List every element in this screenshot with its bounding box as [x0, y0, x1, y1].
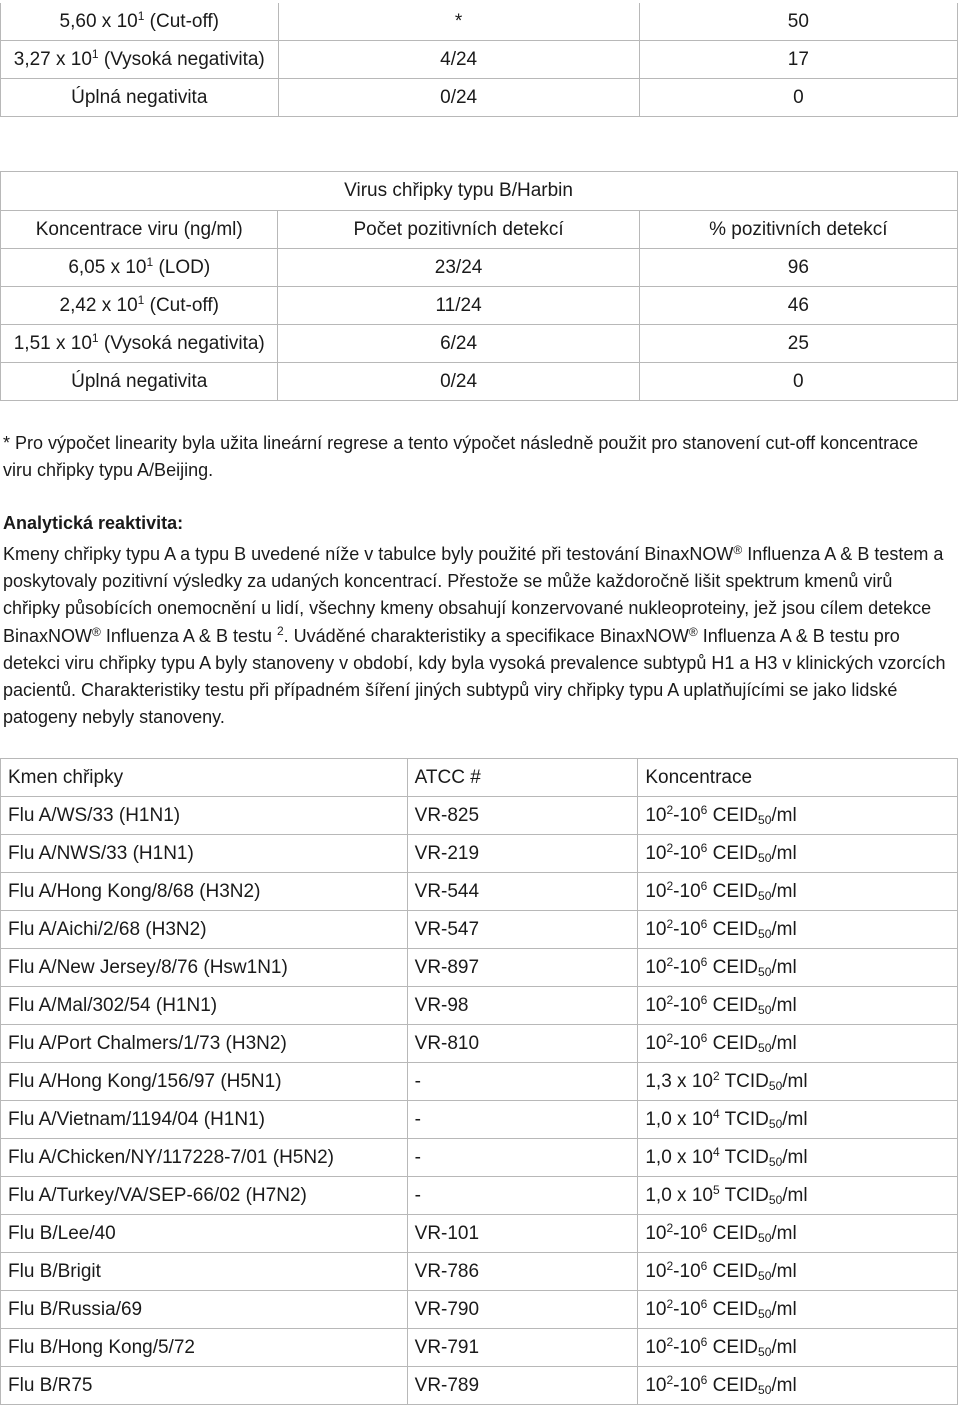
unit-subscript: 50 — [758, 964, 772, 979]
concentration-cell — [638, 1139, 958, 1177]
exponent: 2 — [666, 1296, 674, 1311]
detections-cell: 23/24 — [278, 249, 639, 287]
body-text: Influenza A & B testu — [100, 625, 277, 646]
concentration-base: 10 — [645, 1336, 667, 1358]
concentration-base: 10 — [645, 1032, 667, 1054]
exponent: 1 — [137, 8, 145, 23]
concentration-cell — [638, 949, 958, 987]
concentration-unit: TCID — [719, 1070, 769, 1092]
concentration-base: 1,0 x 10 — [645, 1108, 713, 1130]
unit-suffix: /ml — [771, 880, 797, 902]
header-strain: Kmen chřipky — [1, 759, 408, 797]
unit-suffix: /ml — [771, 1260, 797, 1282]
concentration-base: 10 — [645, 842, 667, 864]
unit-subscript: 50 — [758, 850, 772, 865]
atcc-cell: VR-786 — [407, 1253, 638, 1291]
atcc-cell: VR-544 — [407, 873, 638, 911]
exponent: 6 — [700, 1030, 708, 1045]
detections-cell: * — [278, 3, 639, 41]
unit-suffix: /ml — [771, 994, 797, 1016]
unit-subscript: 50 — [758, 1230, 772, 1245]
concentration-base: 10 — [645, 994, 667, 1016]
concentration-base: 10 — [645, 956, 667, 978]
concentration-cell — [1, 3, 279, 41]
unit-suffix: /ml — [771, 804, 797, 826]
exponent: 2 — [666, 1220, 674, 1235]
unit-suffix: /ml — [771, 1336, 797, 1358]
detections-cell: 0/24 — [278, 79, 639, 117]
percent-cell: 46 — [639, 287, 957, 325]
concentration-unit: CEID — [707, 1298, 759, 1320]
concentration-label: (Vysoká negativita) — [98, 48, 265, 70]
percent-cell: 17 — [639, 41, 957, 79]
concentration-cell — [638, 1367, 958, 1405]
atcc-cell: VR-101 — [407, 1215, 638, 1253]
unit-suffix: /ml — [771, 842, 797, 864]
unit-subscript: 50 — [758, 926, 772, 941]
unit-suffix: /ml — [782, 1184, 808, 1206]
concentration-range: -10 — [673, 1374, 701, 1396]
percent-cell: 50 — [639, 3, 957, 41]
strain-cell: Flu B/R75 — [1, 1367, 408, 1405]
detections-cell: 6/24 — [278, 325, 639, 363]
table-row — [1, 1101, 958, 1139]
percent-cell: 0 — [639, 363, 957, 401]
strain-cell: Flu A/Vietnam/1194/04 (H1N1) — [1, 1101, 408, 1139]
atcc-cell: VR-98 — [407, 987, 638, 1025]
unit-subscript: 50 — [758, 1382, 772, 1397]
table-row — [1, 363, 958, 401]
unit-subscript: 50 — [768, 1116, 783, 1131]
concentration-cell — [1, 79, 279, 117]
atcc-cell: - — [407, 1063, 638, 1101]
concentration-label: (Cut-off) — [144, 294, 219, 316]
concentration-cell — [1, 363, 278, 401]
concentration-cell — [638, 1291, 958, 1329]
table-row — [1, 287, 958, 325]
concentration-unit: CEID — [707, 804, 759, 826]
unit-subscript: 50 — [768, 1154, 783, 1169]
concentration-base: 10 — [645, 880, 667, 902]
concentration-range: -10 — [673, 1298, 701, 1320]
header-detections: Počet pozitivních detekcí — [278, 211, 639, 249]
harbin-results-table — [0, 171, 958, 401]
exponent: 2 — [666, 954, 674, 969]
concentration-cell — [1, 249, 278, 287]
strain-cell: Flu A/Hong Kong/8/68 (H3N2) — [1, 873, 408, 911]
table-row — [1, 1367, 958, 1405]
concentration-cell — [1, 287, 278, 325]
exponent: 2 — [666, 1258, 674, 1273]
table-row — [1, 911, 958, 949]
exponent: 1 — [91, 330, 99, 345]
exponent: 2 — [666, 878, 674, 893]
detections-cell: 11/24 — [278, 287, 639, 325]
atcc-cell: VR-791 — [407, 1329, 638, 1367]
concentration-base: 1,3 x 10 — [645, 1070, 713, 1092]
concentration-base: 1,0 x 10 — [645, 1146, 713, 1168]
table-row — [1, 325, 958, 363]
table-row — [1, 1253, 958, 1291]
exponent: 2 — [666, 1372, 674, 1387]
exponent: 1 — [146, 254, 154, 269]
unit-suffix: /ml — [782, 1108, 808, 1130]
concentration-unit: TCID — [719, 1108, 769, 1130]
reference-number: 2 — [276, 623, 284, 638]
concentration-unit: CEID — [707, 1336, 759, 1358]
concentration-cell — [1, 41, 279, 79]
unit-suffix: /ml — [782, 1146, 808, 1168]
concentration-range: -10 — [673, 918, 701, 940]
concentration-value: Úplná negativita — [71, 370, 208, 392]
concentration-cell — [638, 835, 958, 873]
registered-mark: ® — [733, 543, 743, 557]
percent-cell: 25 — [639, 325, 957, 363]
table-row — [1, 1025, 958, 1063]
registered-mark: ® — [688, 624, 698, 639]
atcc-cell: VR-219 — [407, 835, 638, 873]
table-row — [1, 79, 958, 117]
concentration-value: 1,51 x 10 — [13, 332, 92, 354]
concentration-value: 5,60 x 10 — [59, 10, 138, 32]
strain-table-body — [1, 797, 958, 1405]
unit-suffix: /ml — [782, 1070, 808, 1092]
unit-suffix: /ml — [771, 1374, 797, 1396]
table-title: Virus chřipky typu B/Harbin — [278, 172, 639, 211]
exponent: 2 — [666, 802, 674, 817]
exponent: 6 — [700, 916, 708, 931]
concentration-cell — [638, 1177, 958, 1215]
exponent: 6 — [700, 1372, 708, 1387]
table-header-row — [1, 211, 958, 249]
unit-subscript: 50 — [768, 1078, 783, 1093]
unit-subscript: 50 — [758, 1306, 772, 1321]
exponent: 6 — [700, 1220, 708, 1235]
concentration-range: -10 — [673, 1032, 701, 1054]
unit-suffix: /ml — [771, 918, 797, 940]
results-table-body — [1, 3, 958, 117]
concentration-unit: TCID — [719, 1146, 769, 1168]
exponent: 2 — [666, 1334, 674, 1349]
concentration-base: 10 — [645, 804, 667, 826]
concentration-unit: TCID — [719, 1184, 769, 1206]
concentration-cell — [638, 1215, 958, 1253]
exponent: 6 — [700, 1296, 708, 1311]
unit-subscript: 50 — [758, 888, 772, 903]
exponent: 6 — [700, 954, 708, 969]
strain-cell: Flu A/Chicken/NY/117228-7/01 (H5N2) — [1, 1139, 408, 1177]
concentration-cell — [638, 911, 958, 949]
concentration-range: -10 — [673, 1222, 701, 1244]
exponent: 6 — [700, 840, 708, 855]
exponent: 6 — [700, 878, 708, 893]
exponent: 4 — [712, 1144, 720, 1159]
table-row — [1, 797, 958, 835]
table-header-row — [1, 759, 958, 797]
atcc-cell: - — [407, 1101, 638, 1139]
detections-cell: 4/24 — [278, 41, 639, 79]
strain-cell: Flu A/Port Chalmers/1/73 (H3N2) — [1, 1025, 408, 1063]
exponent: 5 — [712, 1182, 720, 1197]
concentration-unit: CEID — [707, 918, 759, 940]
concentration-base: 1,0 x 10 — [645, 1184, 713, 1206]
concentration-unit: CEID — [707, 956, 759, 978]
exponent: 2 — [666, 992, 674, 1007]
concentration-range: -10 — [673, 1260, 701, 1282]
concentration-cell — [638, 873, 958, 911]
table-row — [1, 41, 958, 79]
body-text: . Uváděné charakteristiky a specifikace BinaxNOW — [283, 625, 689, 646]
concentration-range: -10 — [673, 994, 701, 1016]
table-row — [1, 1329, 958, 1367]
concentration-label: (Vysoká negativita) — [98, 332, 265, 354]
concentration-range: -10 — [673, 880, 701, 902]
unit-suffix: /ml — [771, 1298, 797, 1320]
header-atcc: ATCC # — [407, 759, 638, 797]
table-row — [1, 3, 958, 41]
concentration-base: 10 — [645, 1222, 667, 1244]
body-text: Influenza A & B testu pro detekci viru chřipky typu A byly stanoveny v období, kdy byla vysoká prevalence subtypů H1 a H3 v klinických vzorcích pacientů. Charakteristiky testu při případném šíření jiných subtypů viry chřipky typu A uplatňujícími se jako lidské patogeny nebyly stanoveny. — [3, 625, 946, 728]
header-concentration: Koncentrace — [638, 759, 958, 797]
concentration-unit: CEID — [707, 1032, 759, 1054]
concentration-range: -10 — [673, 804, 701, 826]
concentration-unit: CEID — [707, 1374, 759, 1396]
concentration-unit: CEID — [707, 1260, 759, 1282]
table-title-row — [1, 172, 958, 211]
exponent: 2 — [712, 1068, 720, 1083]
results-table-continued — [0, 3, 958, 117]
table-row — [1, 1063, 958, 1101]
percent-cell: 0 — [639, 79, 957, 117]
atcc-cell: VR-810 — [407, 1025, 638, 1063]
concentration-range: -10 — [673, 1336, 701, 1358]
concentration-cell — [638, 1025, 958, 1063]
strain-cell: Flu A/Mal/302/54 (H1N1) — [1, 987, 408, 1025]
concentration-cell — [638, 797, 958, 835]
table-row — [1, 249, 958, 287]
concentration-base: 10 — [645, 1298, 667, 1320]
concentration-label: (Cut-off) — [144, 10, 219, 32]
header-percent: % pozitivních detekcí — [639, 211, 957, 249]
table-row — [1, 835, 958, 873]
empty-cell — [639, 172, 957, 211]
concentration-range: -10 — [673, 842, 701, 864]
percent-cell: 96 — [639, 249, 957, 287]
exponent: 2 — [666, 916, 674, 931]
unit-subscript: 50 — [758, 1002, 772, 1017]
unit-subscript: 50 — [758, 1268, 772, 1283]
concentration-base: 10 — [645, 918, 667, 940]
body-text: Kmeny chřipky typu A a typu B uvedené níže v tabulce byly použité při testování BinaxNOW — [3, 544, 734, 564]
table-row — [1, 949, 958, 987]
exponent: 1 — [137, 292, 145, 307]
concentration-value: 2,42 x 10 — [59, 294, 138, 316]
strain-cell: Flu B/Brigit — [1, 1253, 408, 1291]
table-row — [1, 987, 958, 1025]
atcc-cell: - — [407, 1139, 638, 1177]
atcc-cell: VR-547 — [407, 911, 638, 949]
exponent: 6 — [700, 1334, 708, 1349]
detections-cell: 0/24 — [278, 363, 639, 401]
strain-cell: Flu A/WS/33 (H1N1) — [1, 797, 408, 835]
concentration-unit: CEID — [707, 994, 759, 1016]
atcc-cell: VR-789 — [407, 1367, 638, 1405]
unit-subscript: 50 — [758, 1344, 772, 1359]
exponent: 6 — [700, 992, 708, 1007]
atcc-cell: VR-790 — [407, 1291, 638, 1329]
concentration-unit: CEID — [707, 880, 759, 902]
strain-cell: Flu A/New Jersey/8/76 (Hsw1N1) — [1, 949, 408, 987]
unit-suffix: /ml — [771, 1222, 797, 1244]
harbin-table-body — [1, 172, 958, 401]
atcc-cell: VR-897 — [407, 949, 638, 987]
concentration-cell — [638, 987, 958, 1025]
strain-cell: Flu A/NWS/33 (H1N1) — [1, 835, 408, 873]
concentration-cell — [638, 1063, 958, 1101]
concentration-cell — [638, 1329, 958, 1367]
unit-subscript: 50 — [768, 1192, 783, 1207]
concentration-cell — [638, 1101, 958, 1139]
exponent: 4 — [712, 1106, 720, 1121]
strain-table — [0, 758, 958, 1405]
concentration-unit: CEID — [707, 1222, 759, 1244]
strain-cell: Flu B/Lee/40 — [1, 1215, 408, 1253]
table-row — [1, 1215, 958, 1253]
exponent: 2 — [666, 840, 674, 855]
table-row — [1, 873, 958, 911]
exponent: 6 — [700, 1258, 708, 1273]
section-title: Analytická reaktivita: — [3, 513, 184, 533]
strain-cell: Flu B/Hong Kong/5/72 — [1, 1329, 408, 1367]
concentration-value: Úplná negativita — [71, 86, 208, 108]
atcc-cell: VR-825 — [407, 797, 638, 835]
concentration-range: -10 — [673, 956, 701, 978]
atcc-cell: - — [407, 1177, 638, 1215]
table-row — [1, 1139, 958, 1177]
exponent: 6 — [700, 802, 708, 817]
concentration-base: 10 — [645, 1374, 667, 1396]
strain-table-head — [1, 759, 958, 797]
body-text: Influenza A & B testem a poskytovaly pozitivní výsledky za udaných koncentrací. Přestože se může každoročně lišit spektrum kmenů virů chřipky působících onemocnění u lidí, všechny kmeny obsahují konzervované nukleoproteiny, jež jsou cílem detekce BinaxNOW — [3, 544, 944, 646]
exponent: 1 — [91, 46, 99, 61]
strain-cell: Flu A/Hong Kong/156/97 (H5N1) — [1, 1063, 408, 1101]
unit-subscript: 50 — [758, 812, 772, 827]
concentration-unit: CEID — [707, 842, 759, 864]
table-row — [1, 1177, 958, 1215]
table-row — [1, 1291, 958, 1329]
concentration-cell — [1, 325, 278, 363]
unit-suffix: /ml — [771, 956, 797, 978]
linearity-footnote: * Pro výpočet linearity byla užita lineární regrese a tento výpočet následně použit pro stanovení cut-off koncentrace viru chřipky typu A/Beijing. — [3, 433, 919, 480]
registered-mark: ® — [92, 624, 101, 639]
concentration-label: (LOD) — [153, 256, 211, 278]
exponent: 2 — [666, 1030, 674, 1045]
concentration-base: 10 — [645, 1260, 667, 1282]
empty-cell — [1, 172, 278, 211]
unit-suffix: /ml — [771, 1032, 797, 1054]
strain-cell: Flu A/Aichi/2/68 (H3N2) — [1, 911, 408, 949]
unit-subscript: 50 — [758, 1040, 772, 1055]
strain-cell: Flu A/Turkey/VA/SEP-66/02 (H7N2) — [1, 1177, 408, 1215]
concentration-value: 3,27 x 10 — [13, 48, 92, 70]
header-concentration: Koncentrace viru (ng/ml) — [1, 211, 278, 249]
concentration-cell — [638, 1253, 958, 1291]
strain-cell: Flu B/Russia/69 — [1, 1291, 408, 1329]
section-body — [3, 541, 951, 731]
concentration-value: 6,05 x 10 — [68, 256, 147, 278]
